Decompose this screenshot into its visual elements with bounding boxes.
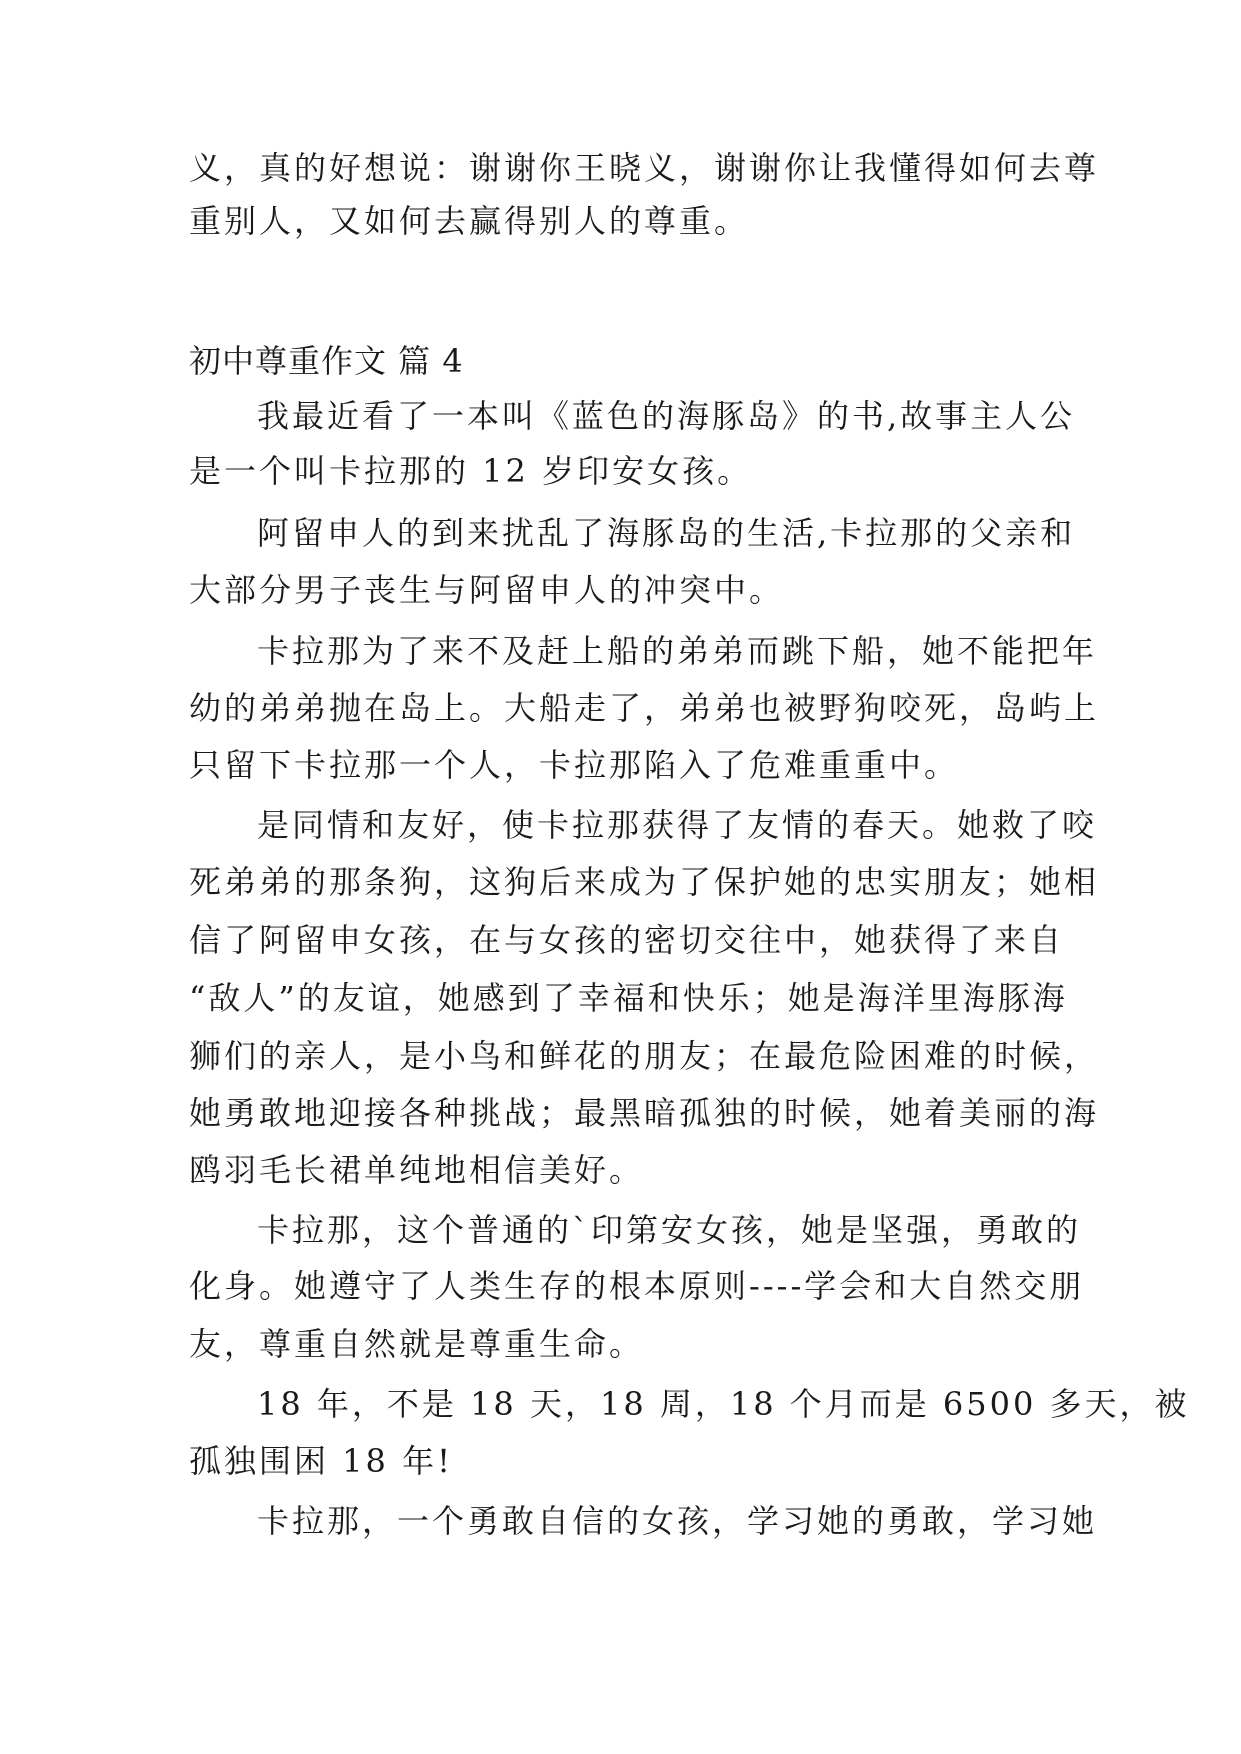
paragraph-line: 孤独围困 18 年! bbox=[189, 1442, 453, 1480]
paragraph-line: 是同情和友好，使卡拉那获得了友情的春天。她救了咬 bbox=[257, 806, 1098, 844]
paragraph-line: 友，尊重自然就是尊重生命。 bbox=[189, 1325, 645, 1363]
paragraph-line: 阿留申人的到来扰乱了海豚岛的生活,卡拉那的父亲和 bbox=[257, 514, 1076, 552]
paragraph-line: 大部分男子丧生与阿留申人的冲突中。 bbox=[189, 571, 785, 609]
paragraph-line: “敌人”的友谊，她感到了幸福和快乐；她是海洋里海豚海 bbox=[189, 979, 1068, 1017]
paragraph-line: 只留下卡拉那一个人，卡拉那陷入了危难重重中。 bbox=[189, 746, 960, 784]
paragraph-line: 鸥羽毛长裙单纯地相信美好。 bbox=[189, 1151, 645, 1189]
paragraph-line: 卡拉那，这个普通的`印第安女孩，她是坚强，勇敢的 bbox=[257, 1211, 1082, 1249]
paragraph-line: 是一个叫卡拉那的 12 岁印安女孩。 bbox=[189, 452, 753, 490]
paragraph-line: 18 年，不是 18 天，18 周，18 个月而是 6500 多天，被 bbox=[257, 1385, 1190, 1423]
paragraph-line: 卡拉那为了来不及赶上船的弟弟而跳下船，她不能把年 bbox=[257, 632, 1098, 670]
paragraph-line: 化身。她遵守了人类生存的根本原则----学会和大自然交朋 bbox=[189, 1267, 1085, 1305]
paragraph-line: 她勇敢地迎接各种挑战；最黑暗孤独的时候，她着美丽的海 bbox=[189, 1094, 1100, 1132]
text-line: 义，真的好想说：谢谢你王晓义，谢谢你让我懂得如何去尊 bbox=[189, 149, 1100, 187]
paragraph-line: 死弟弟的那条狗，这狗后来成为了保护她的忠实朋友；她相 bbox=[189, 863, 1100, 901]
text-line: 重别人，又如何去赢得别人的尊重。 bbox=[189, 202, 750, 240]
paragraph-line: 卡拉那，一个勇敢自信的女孩，学习她的勇敢，学习她 bbox=[257, 1502, 1098, 1540]
paragraph-line: 幼的弟弟抛在岛上。大船走了，弟弟也被野狗咬死，岛屿上 bbox=[189, 689, 1100, 727]
paragraph-line: 我最近看了一本叫《蓝色的海豚岛》的书,故事主人公 bbox=[257, 397, 1076, 435]
section-title: 初中尊重作文 篇 4 bbox=[189, 342, 464, 380]
paragraph-line: 狮们的亲人，是小鸟和鲜花的朋友；在最危险困难的时候， bbox=[189, 1037, 1100, 1075]
paragraph-line: 信了阿留申女孩，在与女孩的密切交往中，她获得了来自 bbox=[189, 921, 1065, 959]
